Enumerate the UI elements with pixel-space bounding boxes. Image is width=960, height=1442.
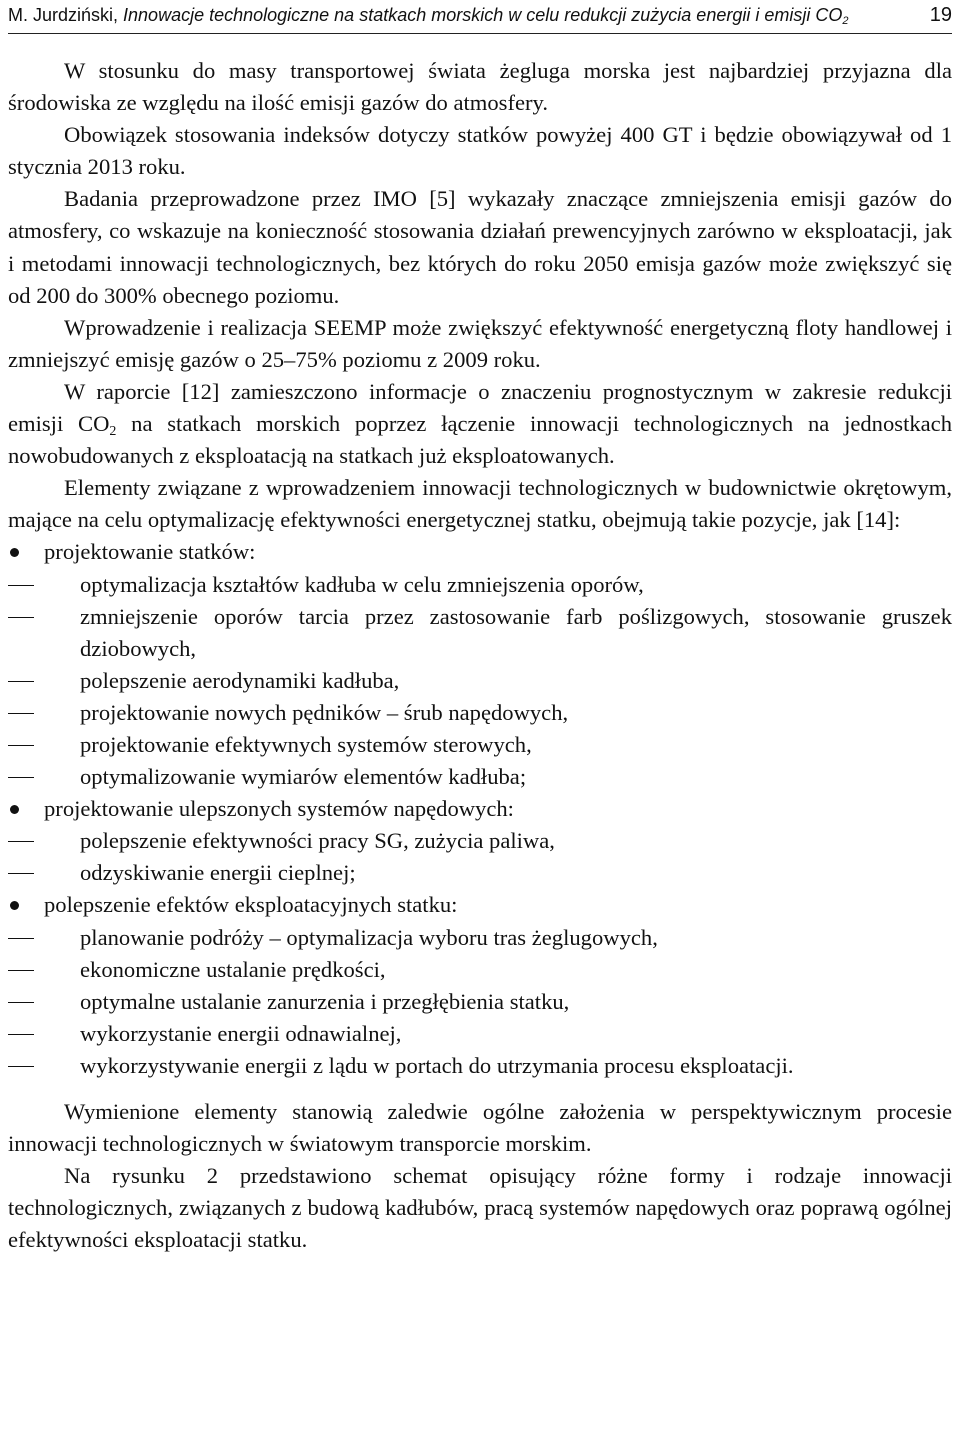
dash-icon <box>8 1066 34 1067</box>
running-header <box>8 2 952 32</box>
list-item <box>8 536 952 793</box>
list-item <box>8 889 952 1082</box>
sublist-item <box>8 825 952 857</box>
paragraph-2: Obowiązek stosowania indeksów dotyczy statków powyżej 400 GT i będzie obowiązywał od 1 stycznia 2013 roku. <box>8 122 952 180</box>
bullet-icon <box>10 805 19 814</box>
sublist-item-text: optymalizowanie wymiarów elementów kadłuba; <box>80 764 527 790</box>
sublist-item-text: projektowanie efektywnych systemów sterowych, <box>80 731 532 757</box>
sublist-item <box>8 601 952 665</box>
sublist-item <box>8 954 952 986</box>
paragraph-4: Wprowadzenie i realizacja SEEMP może zwiększyć efektywność energetyczną floty handlowej i zmniejszyć emisję gazów o 25–75% poziomu z 2009 roku. <box>8 314 952 372</box>
header-divider <box>8 33 952 34</box>
dash-icon <box>8 585 34 586</box>
paragraph-1: W stosunku do masy transportowej świata żegluga morska jest najbardziej przyjazna dla środowiska ze względu na ilość emisji gazów do atmosfery. <box>8 58 952 116</box>
paragraph-5 <box>8 376 952 472</box>
innovation-list <box>8 536 952 1082</box>
dash-icon <box>8 938 34 939</box>
bullet-icon <box>10 548 19 557</box>
paragraph-3: Badania przeprowadzone przez IMO [5] wykazały znaczące zmniejszenia emisji gazów do atmosfery, co wskazuje na konieczność stosowania działań prewencyjnych zarówno w eksploatacji, jak i metodami innowacji technologicznych, bez których do roku 2050 emisja gazów może zwiększyć się od 200 do 300% obecnego poziomu. <box>8 186 952 308</box>
sublist-item <box>8 922 952 954</box>
sublist-item <box>8 1050 952 1082</box>
paragraph-5-subscript: 2 <box>109 424 117 440</box>
bullet-icon <box>10 901 19 910</box>
sublist-item-text: projektowanie nowych pędników – śrub napędowych, <box>80 699 569 725</box>
list-item-label: polepszenie efektów eksploatacyjnych statku: <box>44 892 458 918</box>
sublist-item <box>8 1018 952 1050</box>
sublist-item <box>8 761 952 793</box>
header-authors: M. Jurdziński, <box>8 5 124 25</box>
sublist-item-text: optymalne ustalanie zanurzenia i przegłębienia statku, <box>80 988 570 1014</box>
dash-icon <box>8 681 34 682</box>
sublist-item <box>8 569 952 601</box>
sublist-item-text: polepszenie aerodynamiki kadłuba, <box>80 667 400 693</box>
list-item-label: projektowanie statków: <box>44 539 256 565</box>
sublist-item-text: planowanie podróży – optymalizacja wyboru tras żeglugowych, <box>80 924 658 950</box>
dash-icon <box>8 841 34 842</box>
paragraph-5-text-a: W raporcie [12] zamieszczono informacje o znaczeniu prognostycznym w zakresie redukcji emisji CO <box>8 378 952 437</box>
dash-icon <box>8 1002 34 1003</box>
sublist-item <box>8 665 952 697</box>
list-item <box>8 793 952 889</box>
sublist-item-text: wykorzystanie energii odnawialnej, <box>80 1020 402 1046</box>
header-article-title: Innowacje technologiczne na statkach morskich w celu redukcji zużycia energii i emisji CO <box>123 5 843 25</box>
sublist-item-text: zmniejszenie oporów tarcia przez zastosowanie farb poślizgowych, stosowanie gruszek dziobowych, <box>80 603 952 661</box>
dash-icon <box>8 745 34 746</box>
sublist-item-text: polepszenie efektywności pracy SG, zużycia paliwa, <box>80 828 555 854</box>
page-number: 19 <box>929 4 952 26</box>
dash-icon <box>8 617 34 618</box>
paragraph-8: Na rysunku 2 przedstawiono schemat opisujący różne formy i rodzaje innowacji technologicznych, związanych z budową kadłubów, pracą systemów napędowych oraz poprawą ogólnej efektywności eksploatacji statku. <box>8 1163 952 1253</box>
paragraph-7: Wymienione elementy stanowią zaledwie ogólne założenia w perspektywicznym procesie innowacji technologicznych w światowym transporcie morskim. <box>8 1099 952 1157</box>
sublist-item <box>8 729 952 761</box>
running-title <box>8 2 848 34</box>
dash-icon <box>8 970 34 971</box>
sublist <box>44 569 952 794</box>
sublist <box>44 922 952 1082</box>
paragraph-5-text-b: na statkach morskich poprzez łączenie innowacji technologicznych na jednostkach nowobudowanych z eksploatacją na statkach już eksploatowanych. <box>8 411 952 469</box>
dash-icon <box>8 873 34 874</box>
header-article-title-subscript: 2 <box>842 15 849 27</box>
sublist-item-text: optymalizacja kształtów kadłuba w celu zmniejszenia oporów, <box>80 571 644 597</box>
article-body <box>8 55 952 1256</box>
dash-icon <box>8 777 34 778</box>
sublist <box>44 825 952 889</box>
dash-icon <box>8 1034 34 1035</box>
paragraph-6: Elementy związane z wprowadzeniem innowacji technologicznych w budownictwie okrętowym, mające na celu optymalizację efektywności energetycznej statku, obejmują takie pozycje, jak [14]: <box>8 475 952 533</box>
sublist-item <box>8 697 952 729</box>
dash-icon <box>8 713 34 714</box>
list-item-label: projektowanie ulepszonych systemów napędowych: <box>44 796 514 822</box>
sublist-item <box>8 857 952 889</box>
sublist-item-text: ekonomiczne ustalanie prędkości, <box>80 956 386 982</box>
sublist-item-text: odzyskiwanie energii cieplnej; <box>80 860 356 886</box>
sublist-item-text: wykorzystywanie energii z lądu w portach do utrzymania procesu eksploatacji. <box>80 1052 794 1078</box>
sublist-item <box>8 986 952 1018</box>
